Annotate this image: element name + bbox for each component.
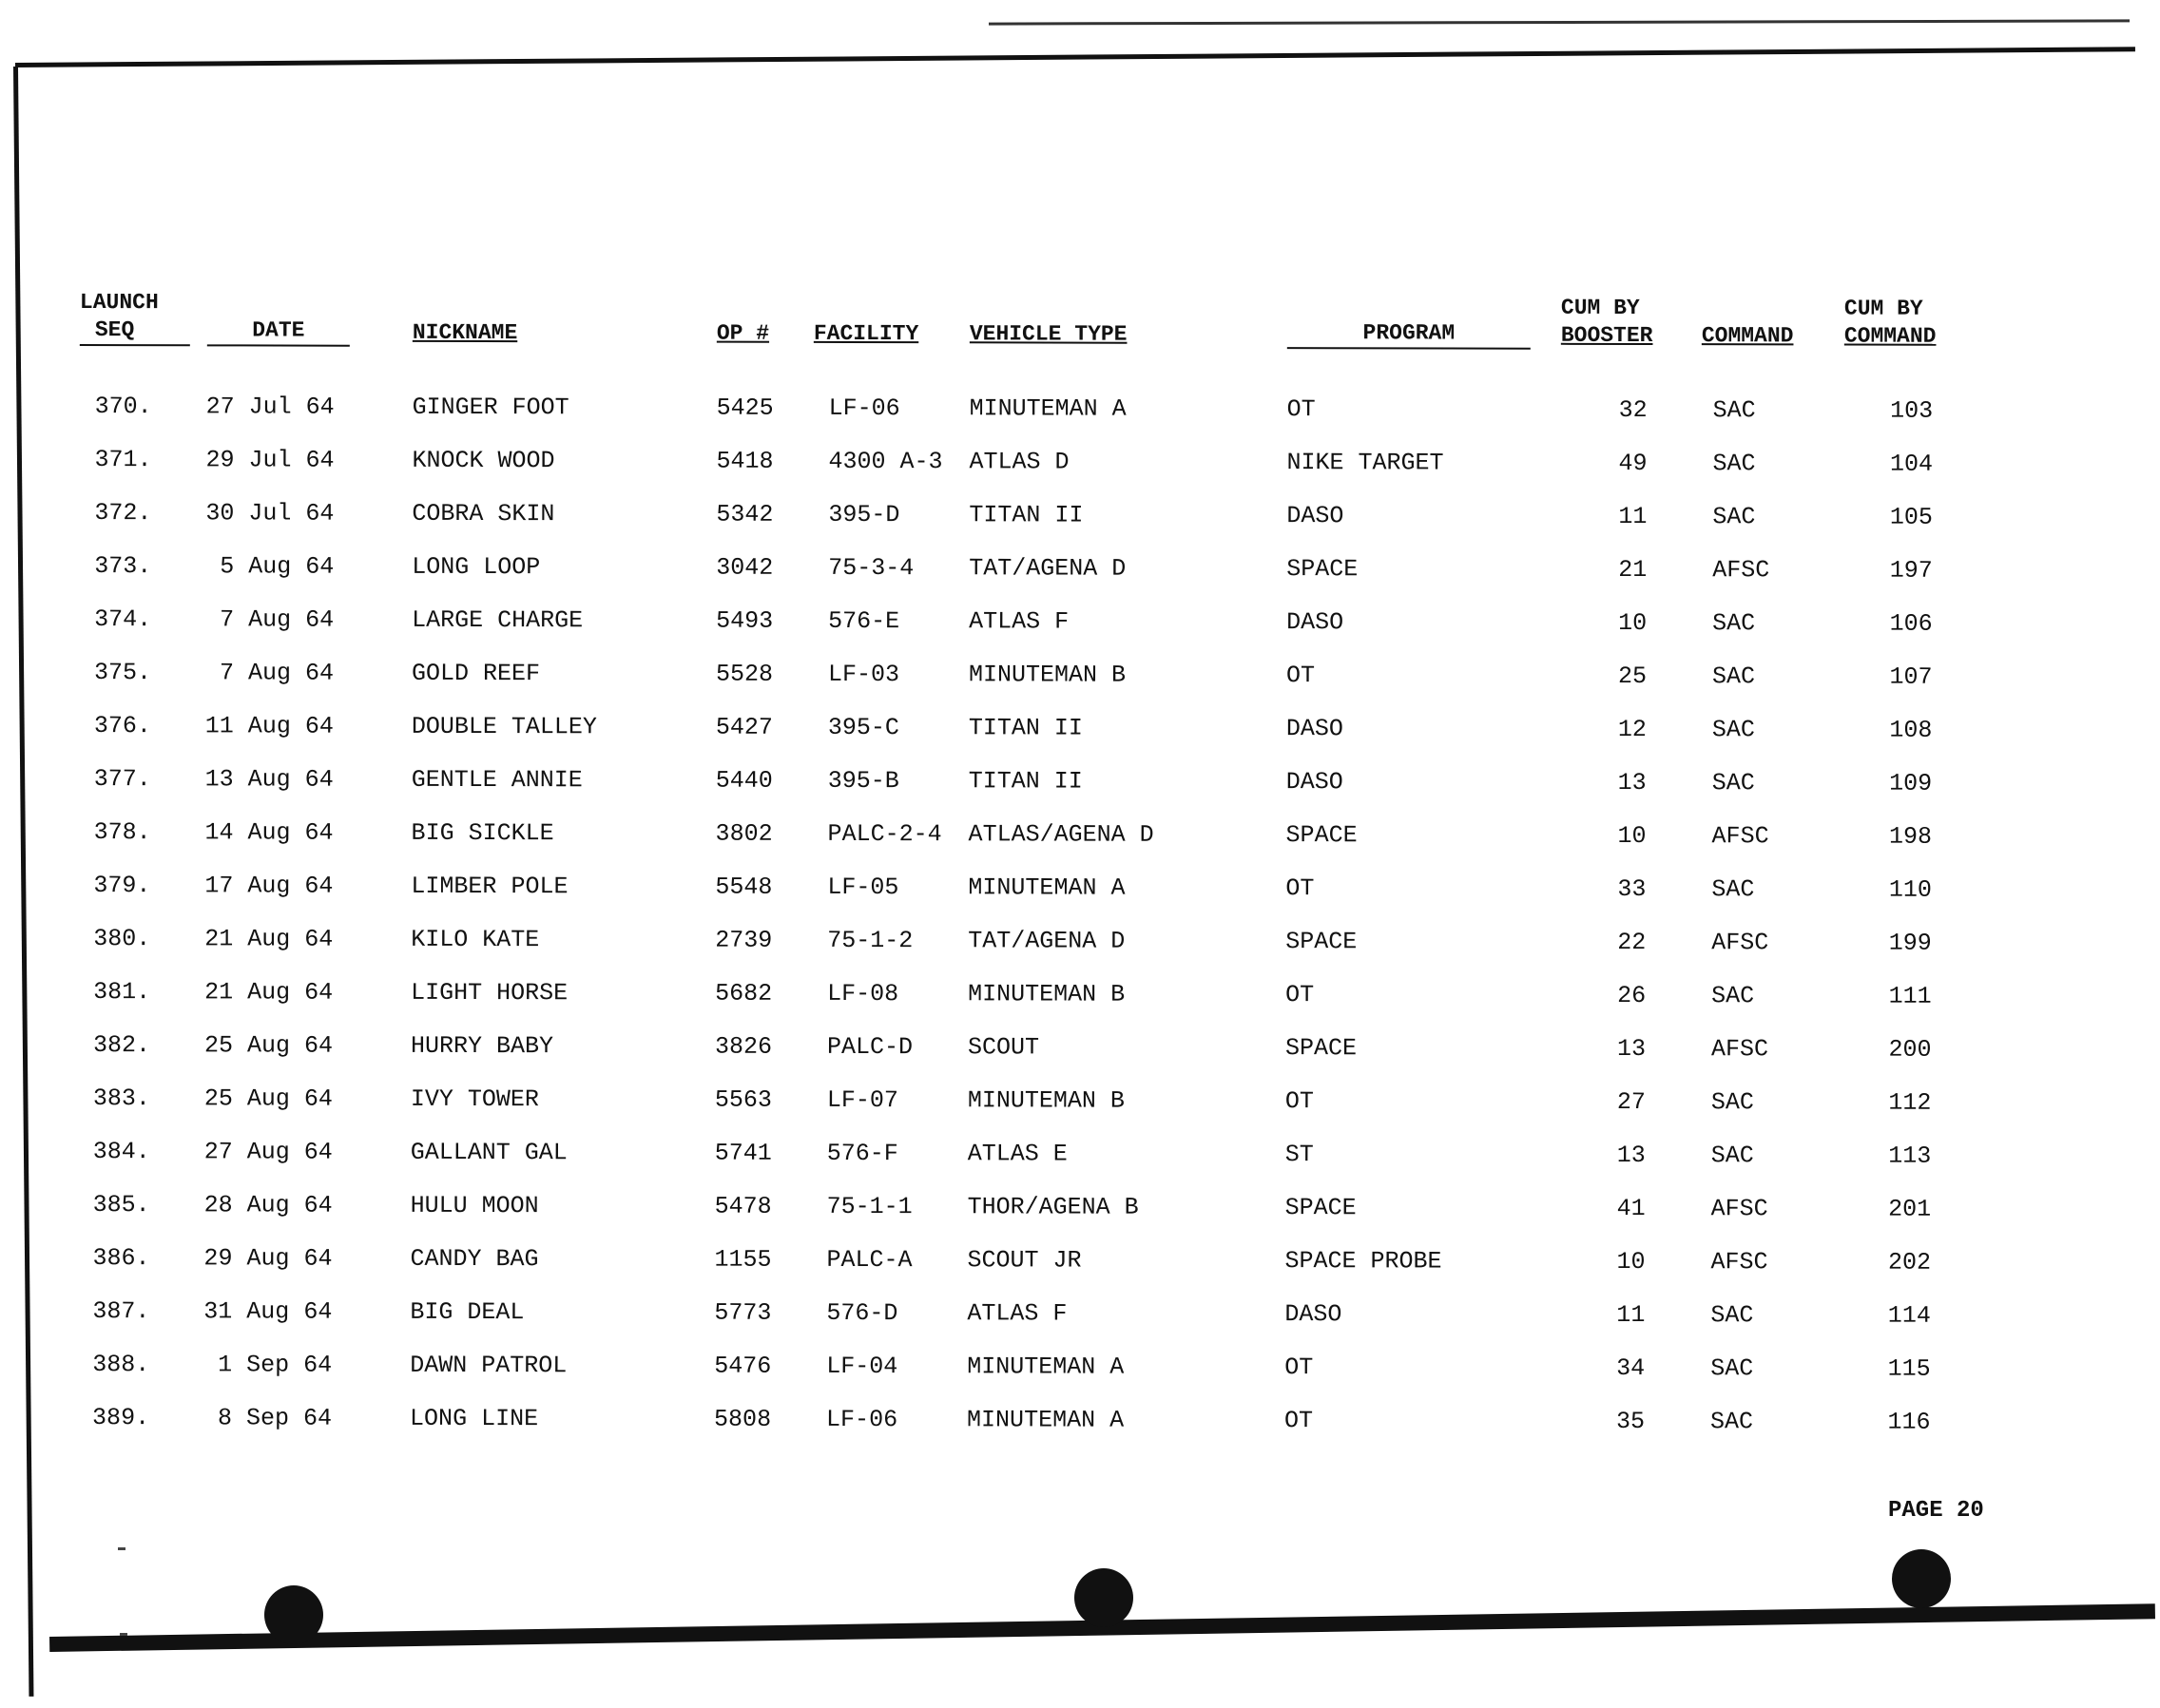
punch-hole-center xyxy=(1074,1568,1133,1627)
facility-cell: PALC-D xyxy=(826,1032,914,1062)
nickname-cell: DOUBLE TALLEY xyxy=(411,712,597,741)
program-cell: DASO xyxy=(1285,715,1343,743)
op-number-cell: 3826 xyxy=(714,1032,773,1061)
facility-cell: 576-F xyxy=(826,1139,898,1168)
program-cell: SPACE xyxy=(1286,555,1359,584)
facility-cell: 395-B xyxy=(827,766,899,796)
program-cell: ST xyxy=(1284,1141,1314,1169)
cum-by-command-cell: 108 xyxy=(1889,716,1933,744)
header-vehicle-type: VEHICLE TYPE xyxy=(969,321,1128,347)
table-row xyxy=(80,382,2019,440)
date-cell: 5 Aug 64 xyxy=(220,552,335,581)
table-row xyxy=(79,489,2018,547)
cum-by-booster-cell: 33 xyxy=(1617,874,1647,904)
facility-cell: LF-07 xyxy=(826,1085,898,1115)
facility-cell: LF-05 xyxy=(827,873,899,902)
vehicle-type-cell: ATLAS/AGENA D xyxy=(968,820,1154,849)
launch-seq-cell: 380. xyxy=(93,925,151,953)
program-cell: OT xyxy=(1285,981,1315,1009)
punch-hole-left xyxy=(264,1585,323,1644)
date-cell: 21 Aug 64 xyxy=(204,925,334,953)
cum-by-booster-cell: 10 xyxy=(1617,821,1647,851)
date-cell: 11 Aug 64 xyxy=(204,712,334,740)
program-cell: NIKE TARGET xyxy=(1286,449,1444,477)
command-cell: AFSC xyxy=(1711,822,1769,851)
facility-cell: LF-04 xyxy=(826,1352,898,1381)
cum-by-command-cell: 109 xyxy=(1889,769,1933,797)
nickname-cell: LONG LOOP xyxy=(412,552,541,582)
facility-cell: PALC-2-4 xyxy=(827,819,942,849)
command-cell: AFSC xyxy=(1710,1195,1768,1223)
cum-by-booster-cell: 11 xyxy=(1616,1300,1646,1330)
cum-by-booster-cell: 22 xyxy=(1617,928,1647,957)
facility-cell: LF-03 xyxy=(827,660,900,689)
table-row xyxy=(79,595,2018,653)
cum-by-command-cell: 202 xyxy=(1887,1248,1932,1276)
nickname-cell: DAWN PATROL xyxy=(410,1351,568,1380)
launch-seq-cell: 385. xyxy=(92,1191,150,1219)
table-row xyxy=(79,648,2018,706)
header-facility: FACILITY xyxy=(813,320,919,347)
nickname-cell: GENTLE ANNIE xyxy=(411,765,583,795)
cum-by-command-cell: 198 xyxy=(1889,822,1933,851)
cum-by-booster-cell: 26 xyxy=(1617,981,1647,1010)
header-op-number: OP # xyxy=(716,320,770,346)
launch-seq-cell: 389. xyxy=(92,1404,150,1432)
table-row xyxy=(78,1021,2017,1079)
date-cell: 27 Jul 64 xyxy=(205,393,335,421)
date-cell: 7 Aug 64 xyxy=(220,605,335,634)
table-row xyxy=(79,755,2018,813)
table-row xyxy=(77,1393,2016,1451)
date-cell: 30 Jul 64 xyxy=(205,499,335,528)
facility-cell: 395-D xyxy=(828,500,900,529)
date-cell: 8 Sep 64 xyxy=(218,1404,333,1432)
launch-seq-cell: 371. xyxy=(94,446,152,474)
vehicle-type-cell: THOR/AGENA B xyxy=(967,1193,1139,1221)
table-row xyxy=(77,1287,2016,1345)
header-cum-by-booster: CUM BY BOOSTER xyxy=(1560,295,1653,349)
program-cell: OT xyxy=(1285,662,1316,690)
command-cell: AFSC xyxy=(1712,556,1770,585)
cum-by-command-cell: 112 xyxy=(1888,1088,1932,1117)
launch-seq-cell: 373. xyxy=(94,552,152,581)
command-cell: SAC xyxy=(1711,662,1756,691)
launch-seq-cell: 386. xyxy=(92,1244,150,1273)
cum-by-command-cell: 106 xyxy=(1889,609,1933,638)
table-row xyxy=(78,1074,2017,1132)
page-number: PAGE 20 xyxy=(1888,1498,1984,1524)
launch-seq-cell: 375. xyxy=(93,659,152,687)
op-number-cell: 5478 xyxy=(714,1192,772,1220)
cum-by-booster-cell: 25 xyxy=(1617,662,1648,691)
op-number-cell: 5682 xyxy=(715,979,773,1008)
cum-by-command-cell: 116 xyxy=(1887,1408,1931,1436)
date-cell: 25 Aug 64 xyxy=(203,1031,334,1060)
op-number-cell: 1155 xyxy=(714,1245,772,1274)
program-cell: SPACE xyxy=(1284,1034,1358,1063)
vehicle-type-cell: ATLAS F xyxy=(969,607,1070,636)
cum-by-booster-cell: 35 xyxy=(1616,1407,1646,1436)
table-row xyxy=(79,542,2018,600)
facility-cell: 75-3-4 xyxy=(828,553,915,583)
cum-by-command-cell: 105 xyxy=(1889,503,1933,531)
launch-seq-cell: 379. xyxy=(93,872,151,900)
facility-cell: 75-1-1 xyxy=(826,1192,913,1221)
top-scan-line xyxy=(989,19,2130,25)
facility-cell: 4300 A-3 xyxy=(828,447,943,476)
vehicle-type-cell: MINUTEMAN B xyxy=(968,661,1127,689)
date-cell: 17 Aug 64 xyxy=(204,872,334,900)
facility-cell: 576-E xyxy=(828,606,900,636)
nickname-cell: GINGER FOOT xyxy=(412,393,569,422)
date-cell: 27 Aug 64 xyxy=(203,1138,333,1166)
header-launch-seq: LAUNCH SEQ xyxy=(80,289,190,346)
vehicle-type-cell: ATLAS D xyxy=(969,448,1070,476)
op-number-cell: 3042 xyxy=(716,553,774,582)
program-cell: SPACE PROBE xyxy=(1284,1247,1442,1276)
facility-cell: LF-06 xyxy=(826,1405,898,1434)
vehicle-type-cell: MINUTEMAN A xyxy=(967,1406,1125,1434)
cum-by-booster-cell: 13 xyxy=(1616,1034,1647,1064)
cum-by-booster-cell: 11 xyxy=(1618,502,1648,531)
nickname-cell: GALLANT GAL xyxy=(410,1138,568,1167)
launch-seq-cell: 381. xyxy=(93,978,151,1007)
table-header xyxy=(80,279,2019,351)
cum-by-booster-cell: 10 xyxy=(1618,608,1648,638)
op-number-cell: 5418 xyxy=(716,447,774,475)
date-cell: 29 Jul 64 xyxy=(205,446,335,474)
launch-table xyxy=(77,279,2019,1451)
command-cell: AFSC xyxy=(1710,1248,1768,1276)
table-row xyxy=(78,1180,2017,1238)
punch-hole-right xyxy=(1892,1549,1951,1608)
cum-by-command-cell: 197 xyxy=(1889,556,1933,585)
command-cell: SAC xyxy=(1710,1088,1754,1117)
date-cell: 29 Aug 64 xyxy=(203,1244,333,1273)
header-nickname: NICKNAME xyxy=(412,319,518,346)
program-cell: SPACE xyxy=(1284,1194,1357,1222)
cum-by-booster-cell: 13 xyxy=(1617,768,1647,797)
facility-cell: PALC-A xyxy=(826,1245,913,1275)
nickname-cell: COBRA SKIN xyxy=(412,499,555,528)
vehicle-type-cell: MINUTEMAN A xyxy=(967,1353,1125,1381)
op-number-cell: 5741 xyxy=(714,1139,772,1167)
launch-seq-cell: 370. xyxy=(94,393,152,421)
date-cell: 1 Sep 64 xyxy=(218,1351,333,1379)
cum-by-booster-cell: 41 xyxy=(1616,1194,1646,1223)
vehicle-type-cell: TITAN II xyxy=(969,501,1084,529)
launch-seq-cell: 382. xyxy=(92,1031,151,1060)
cum-by-command-cell: 200 xyxy=(1888,1035,1932,1064)
op-number-cell: 5808 xyxy=(714,1405,772,1433)
date-cell: 25 Aug 64 xyxy=(203,1084,333,1113)
table-row xyxy=(79,808,2018,866)
cum-by-command-cell: 199 xyxy=(1888,929,1932,957)
nickname-cell: BIG SICKLE xyxy=(411,818,554,848)
op-number-cell: 2739 xyxy=(715,926,773,954)
program-cell: DASO xyxy=(1286,608,1344,637)
launch-seq-cell: 374. xyxy=(94,605,152,634)
cum-by-command-cell: 115 xyxy=(1887,1354,1931,1383)
program-cell: OT xyxy=(1285,874,1315,903)
cum-by-command-cell: 111 xyxy=(1888,982,1932,1010)
op-number-cell: 5563 xyxy=(714,1085,772,1114)
command-cell: SAC xyxy=(1712,503,1756,531)
program-cell: OT xyxy=(1284,1087,1314,1116)
vehicle-type-cell: TITAN II xyxy=(968,767,1083,796)
cum-by-command-cell: 104 xyxy=(1889,450,1934,478)
op-number-cell: 5493 xyxy=(716,606,774,635)
page-frame-top xyxy=(15,47,2135,67)
cum-by-command-cell: 107 xyxy=(1889,662,1933,691)
cum-by-booster-cell: 34 xyxy=(1616,1353,1646,1383)
vehicle-type-cell: TAT/AGENA D xyxy=(968,927,1126,955)
cum-by-booster-cell: 12 xyxy=(1617,715,1647,744)
date-cell: 14 Aug 64 xyxy=(204,818,334,847)
command-cell: SAC xyxy=(1711,716,1755,744)
nickname-cell: LIGHT HORSE xyxy=(411,978,569,1008)
program-cell: OT xyxy=(1284,1407,1314,1435)
vehicle-type-cell: SCOUT xyxy=(967,1033,1040,1062)
facility-cell: 75-1-2 xyxy=(827,926,914,955)
cum-by-command-cell: 201 xyxy=(1888,1195,1932,1223)
table-row xyxy=(78,1127,2017,1185)
program-cell: DASO xyxy=(1285,768,1343,796)
vehicle-type-cell: TAT/AGENA D xyxy=(969,554,1127,583)
vehicle-type-cell: MINUTEMAN A xyxy=(968,873,1126,902)
nickname-cell: HURRY BABY xyxy=(410,1031,554,1061)
cum-by-booster-cell: 13 xyxy=(1616,1141,1646,1170)
cum-by-booster-cell: 49 xyxy=(1618,449,1648,478)
command-cell: SAC xyxy=(1712,396,1756,425)
date-cell: 28 Aug 64 xyxy=(203,1191,333,1219)
scan-speck xyxy=(120,1633,127,1636)
cum-by-command-cell: 103 xyxy=(1890,396,1934,425)
cum-by-booster-cell: 10 xyxy=(1616,1247,1646,1276)
launch-seq-cell: 383. xyxy=(92,1084,150,1113)
header-date: DATE xyxy=(207,317,350,346)
cum-by-command-cell: 110 xyxy=(1888,875,1932,904)
command-cell: SAC xyxy=(1710,1142,1754,1170)
launch-seq-cell: 384. xyxy=(92,1138,150,1166)
vehicle-type-cell: MINUTEMAN B xyxy=(967,1086,1125,1115)
command-cell: SAC xyxy=(1712,609,1756,638)
launch-seq-cell: 388. xyxy=(92,1351,150,1379)
op-number-cell: 5427 xyxy=(715,713,773,741)
command-cell: SAC xyxy=(1710,1301,1754,1330)
launch-seq-cell: 387. xyxy=(92,1297,150,1326)
program-cell: OT xyxy=(1286,395,1316,424)
op-number-cell: 5342 xyxy=(716,500,774,528)
facility-cell: LF-06 xyxy=(828,393,900,423)
date-cell: 13 Aug 64 xyxy=(204,765,334,794)
op-number-cell: 5440 xyxy=(715,766,773,795)
cum-by-booster-cell: 27 xyxy=(1616,1087,1646,1117)
program-cell: DASO xyxy=(1284,1300,1342,1329)
date-cell: 31 Aug 64 xyxy=(203,1297,333,1326)
program-cell: OT xyxy=(1284,1353,1314,1382)
nickname-cell: LONG LINE xyxy=(410,1404,539,1433)
table-row xyxy=(78,968,2017,1026)
table-row xyxy=(78,861,2017,919)
op-number-cell: 3802 xyxy=(715,819,773,848)
nickname-cell: KILO KATE xyxy=(411,925,540,954)
table-body xyxy=(77,382,2019,1451)
vehicle-type-cell: ATLAS E xyxy=(967,1140,1068,1168)
nickname-cell: BIG DEAL xyxy=(410,1297,525,1327)
launch-seq-cell: 378. xyxy=(93,818,151,847)
program-cell: DASO xyxy=(1286,502,1344,530)
header-program: PROGRAM xyxy=(1287,319,1531,350)
facility-cell: 395-C xyxy=(827,713,899,742)
command-cell: SAC xyxy=(1711,982,1755,1010)
nickname-cell: LIMBER POLE xyxy=(411,872,569,901)
cum-by-booster-cell: 32 xyxy=(1618,395,1648,425)
vehicle-type-cell: ATLAS F xyxy=(967,1299,1068,1328)
header-cum-by-command: CUM BY COMMAND xyxy=(1843,296,1937,349)
launch-seq-cell: 376. xyxy=(93,712,151,740)
command-cell: SAC xyxy=(1711,875,1755,904)
op-number-cell: 5528 xyxy=(715,660,774,688)
nickname-cell: LARGE CHARGE xyxy=(412,605,584,635)
op-number-cell: 5548 xyxy=(715,873,773,901)
vehicle-type-cell: SCOUT JR xyxy=(967,1246,1082,1275)
date-cell: 21 Aug 64 xyxy=(204,978,334,1007)
command-cell: SAC xyxy=(1711,769,1755,797)
nickname-cell: IVY TOWER xyxy=(410,1084,539,1114)
table-row xyxy=(77,1340,2016,1398)
command-cell: SAC xyxy=(1710,1408,1754,1436)
nickname-cell: KNOCK WOOD xyxy=(412,446,555,475)
launch-seq-cell: 372. xyxy=(94,499,152,528)
header-command: COMMAND xyxy=(1701,323,1794,349)
table-row xyxy=(79,701,2018,759)
program-cell: SPACE xyxy=(1285,821,1358,850)
op-number-cell: 5425 xyxy=(716,393,774,422)
vehicle-type-cell: MINUTEMAN A xyxy=(969,394,1127,423)
date-cell: 7 Aug 64 xyxy=(219,659,335,687)
cum-by-command-cell: 114 xyxy=(1887,1301,1931,1330)
nickname-cell: HULU MOON xyxy=(410,1191,539,1220)
table-row xyxy=(77,1234,2016,1292)
scan-speck xyxy=(118,1547,125,1550)
facility-cell: 576-D xyxy=(826,1298,898,1328)
op-number-cell: 5773 xyxy=(714,1298,772,1327)
command-cell: AFSC xyxy=(1711,929,1769,957)
cum-by-command-cell: 113 xyxy=(1888,1142,1932,1170)
nickname-cell: CANDY BAG xyxy=(410,1244,539,1274)
nickname-cell: GOLD REEF xyxy=(411,659,541,688)
launch-seq-cell: 377. xyxy=(93,765,151,794)
vehicle-type-cell: MINUTEMAN B xyxy=(968,980,1126,1008)
command-cell: SAC xyxy=(1710,1354,1754,1383)
page-frame-left xyxy=(13,67,33,1697)
command-cell: SAC xyxy=(1712,450,1756,478)
vehicle-type-cell: TITAN II xyxy=(968,714,1083,742)
command-cell: AFSC xyxy=(1710,1035,1769,1064)
program-cell: SPACE xyxy=(1285,928,1358,956)
facility-cell: LF-08 xyxy=(827,979,899,1008)
table-row xyxy=(78,914,2017,972)
cum-by-booster-cell: 21 xyxy=(1618,555,1648,585)
table-row xyxy=(79,435,2018,493)
op-number-cell: 5476 xyxy=(714,1352,772,1380)
